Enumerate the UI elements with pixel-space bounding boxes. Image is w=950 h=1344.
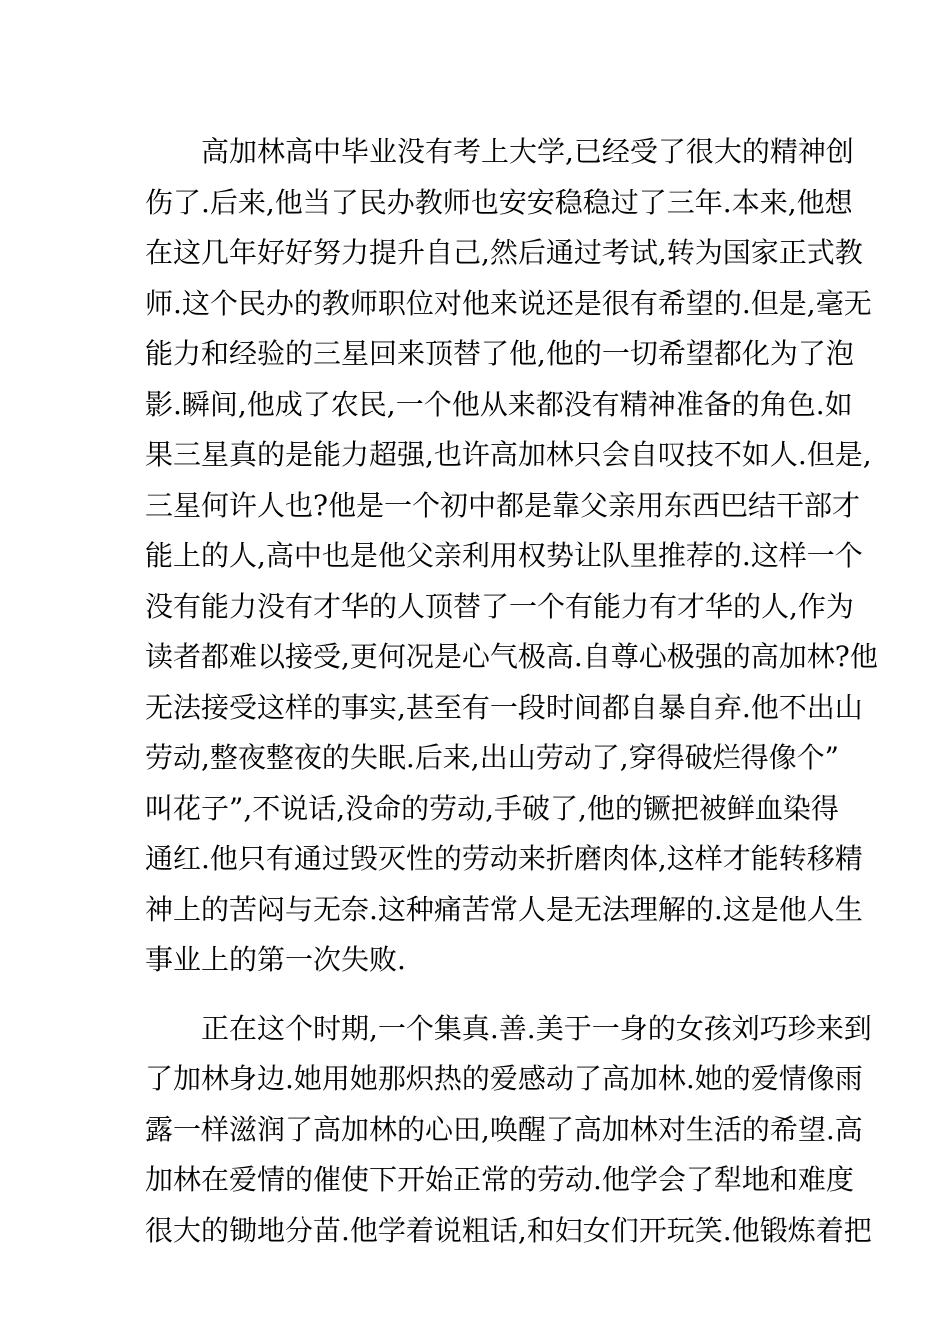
text-line: 能力和经验的三星回来顶替了他,他的一切希望都化为了泡 [145,337,854,370]
text-line: 加林在爱情的催使下开始正常的劳动.他学会了犁地和难度 [145,1163,854,1196]
text-line: 劳动,整夜整夜的失眠.后来,出山劳动了,穿得破烂得像个” [145,741,839,774]
text-line: 三星何许人也?他是一个初中都是靠父亲用东西巴结干部才 [145,488,861,522]
text-line: 很大的锄地分苗.他学着说粗话,和妇女们开玩笑.他锻炼着把 [145,1213,872,1247]
text-line: 影.瞬间,他成了农民,一个他从来都没有精神准备的角色.如 [145,387,853,421]
body-text [145,127,878,1256]
text-line: 师.这个民办的教师职位对他来说还是很有希望的.但是,毫无 [145,286,872,320]
paragraph-spacer [145,986,815,1004]
text-line: 高加林高中毕业没有考上大学,已经受了很大的精神创 [201,135,854,168]
text-line: 伤了.后来,他当了民办教师也安安稳稳过了三年.本来,他想 [145,185,853,219]
text-line: 神上的苦闷与无奈.这种痛苦常人是无法理解的.这是他人生 [145,892,863,926]
text-line: 无法接受这样的事实,甚至有一段时间都自暴自弃.他不出山 [145,690,863,724]
text-line: 了加林身边.她用她那炽热的爱感动了高加林.她的爱情像雨 [145,1062,863,1095]
text-line: 没有能力没有才华的人顶替了一个有能力有才华的人,作为 [145,589,854,623]
text-line: 在这几年好好努力提升自己,然后通过考试,转为国家正式教 [145,236,863,269]
text-line: 通红.他只有通过毁灭性的劳动来折磨肉体,这样才能转移精 [145,842,863,875]
paragraph-1 [145,127,878,986]
text-line: 叫花子”,不说话,没命的劳动,手破了,他的镢把被鲜血染得 [145,791,839,825]
text-line: 能上的人,高中也是他父亲利用权势让队里推荐的.这样一个 [145,539,863,572]
paragraph-2 [145,1004,872,1257]
text-line: 正在这个时期,一个集真.善.美于一身的女孩刘巧珍来到 [201,1011,872,1045]
text-line: 露一样滋润了高加林的心田,唤醒了高加林对生活的希望.高 [145,1112,863,1146]
text-line: 事业上的第一次失败. [145,943,406,976]
text-line: 读者都难以接受,更何况是心气极高.自尊心极强的高加林?他 [145,640,878,673]
text-line: 果三星真的是能力超强,也许高加林只会自叹技不如人.但是, [145,438,872,471]
